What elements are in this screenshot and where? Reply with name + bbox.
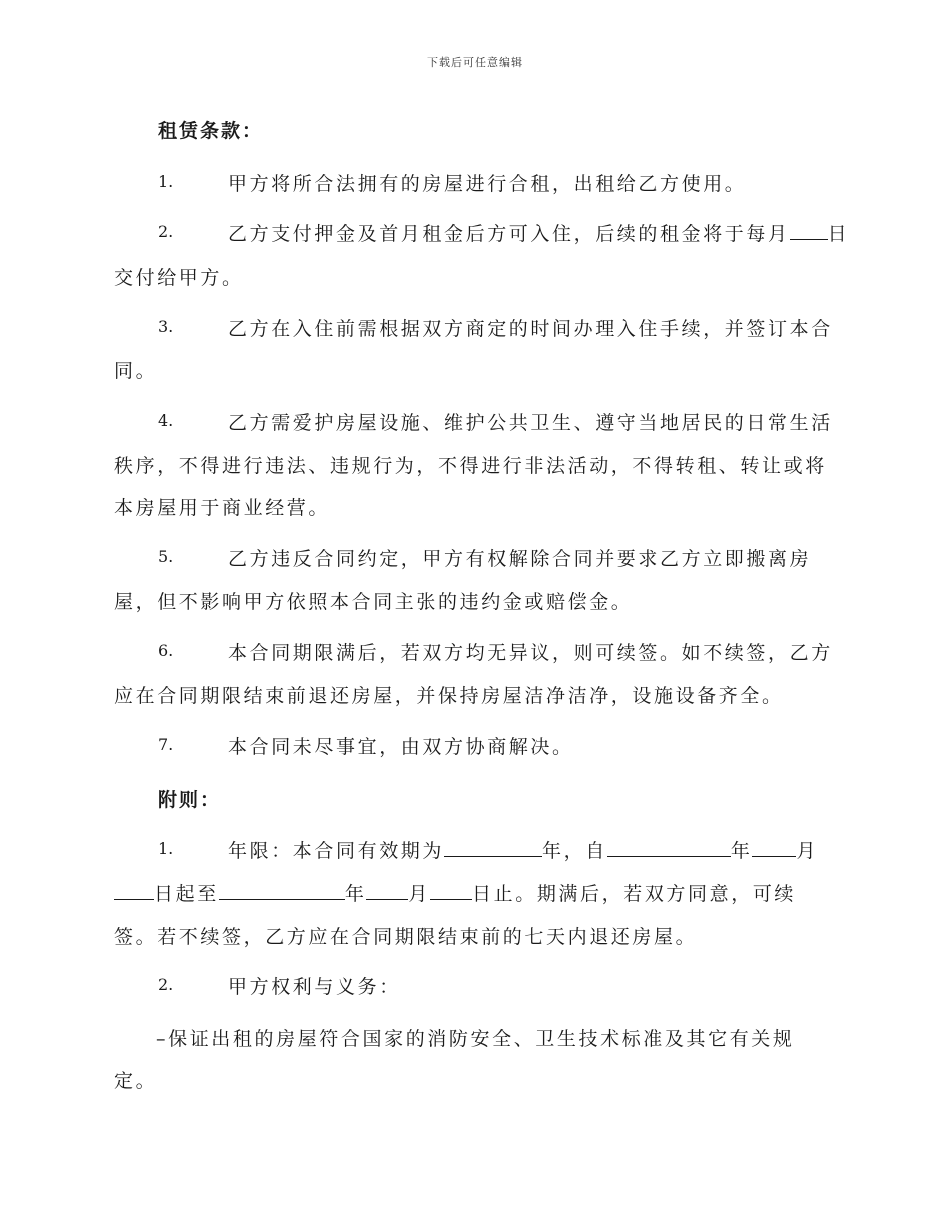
clause-line: 签。若不续签，乙方应在合同期限结束前的七天内退还房屋。 — [114, 926, 698, 948]
clause-text: 乙方支付押金及首月租金后方可入住，后续的租金将于每月 — [228, 223, 790, 245]
item-number: 5. — [158, 547, 174, 566]
clause-line: 本房屋用于商业经营。 — [114, 497, 331, 519]
clause-line: 屋，但不影响甲方依照本合同主张的违约金或赔偿金。 — [114, 591, 633, 613]
item-number: 2. — [158, 975, 174, 994]
lease-terms-heading: 租赁条款： — [158, 120, 264, 142]
item-number: 1. — [158, 172, 174, 191]
clause-line: 秩序，不得进行违法、违规行为，不得进行非法活动，不得转租、转让或将 — [114, 455, 827, 477]
clause-line — [228, 836, 818, 863]
clause-text: 日起至 — [154, 883, 219, 905]
clause-line: 应在合同期限结束前退还房屋，并保持房屋洁净洁净，设施设备齐全。 — [114, 685, 784, 707]
clause-line: 交付给甲方。 — [114, 267, 244, 289]
clause-text: 年 — [730, 840, 753, 862]
clause-line: 本合同未尽事宜，由双方协商解决。 — [228, 736, 574, 758]
clause-line: 乙方在入住前需根据双方商定的时间办理入住手续，并签订本合 — [228, 318, 833, 340]
clause-line: 乙方需爱护房屋设施、维护公共卫生、遵守当地居民的日常生活 — [228, 412, 833, 434]
item-number: 1. — [158, 839, 174, 858]
page-header: 下载后可任意编辑 — [427, 56, 523, 69]
item-number: 2. — [158, 222, 174, 241]
bullet-line: –保证出租的房屋符合国家的消防安全、卫生技术标准及其它有关规 — [156, 1028, 795, 1050]
clause-line: 本合同期限满后，若双方均无异议，则可续签。如不续签，乙方 — [228, 642, 833, 664]
clause-text: 日 — [827, 223, 850, 245]
item-number: 6. — [158, 641, 174, 660]
clause-text: 年限：本合同有效期为 — [228, 840, 445, 862]
blank-field — [752, 838, 796, 857]
clause-line: 乙方违反合同约定，甲方有权解除合同并要求乙方立即搬离房 — [228, 548, 812, 570]
blank-field — [114, 881, 154, 900]
clause-line: 甲方将所合法拥有的房屋进行合租，出租给乙方使用。 — [228, 173, 747, 195]
item-number: 7. — [158, 735, 174, 754]
blank-field — [607, 838, 731, 857]
item-number: 3. — [158, 317, 174, 336]
clause-text: 年 — [344, 883, 367, 905]
appendix-heading: 附则： — [158, 789, 222, 811]
clause-text: 月 — [796, 840, 819, 862]
clause-line: 甲方权利与义务： — [228, 976, 401, 998]
clause-text: 年，自 — [542, 840, 607, 862]
blank-field — [219, 881, 345, 900]
clause-text: 日止。期满后，若双方同意，可续 — [472, 883, 797, 905]
clause-line — [114, 879, 796, 906]
clause-line — [228, 219, 849, 246]
bullet-line: 定。 — [114, 1070, 158, 1092]
blank-field — [366, 881, 408, 900]
clause-line: 同。 — [114, 360, 158, 382]
blank-field — [790, 221, 828, 240]
blank-field — [430, 881, 472, 900]
blank-field — [444, 838, 542, 857]
item-number: 4. — [158, 411, 174, 430]
clause-text: 月 — [408, 883, 431, 905]
